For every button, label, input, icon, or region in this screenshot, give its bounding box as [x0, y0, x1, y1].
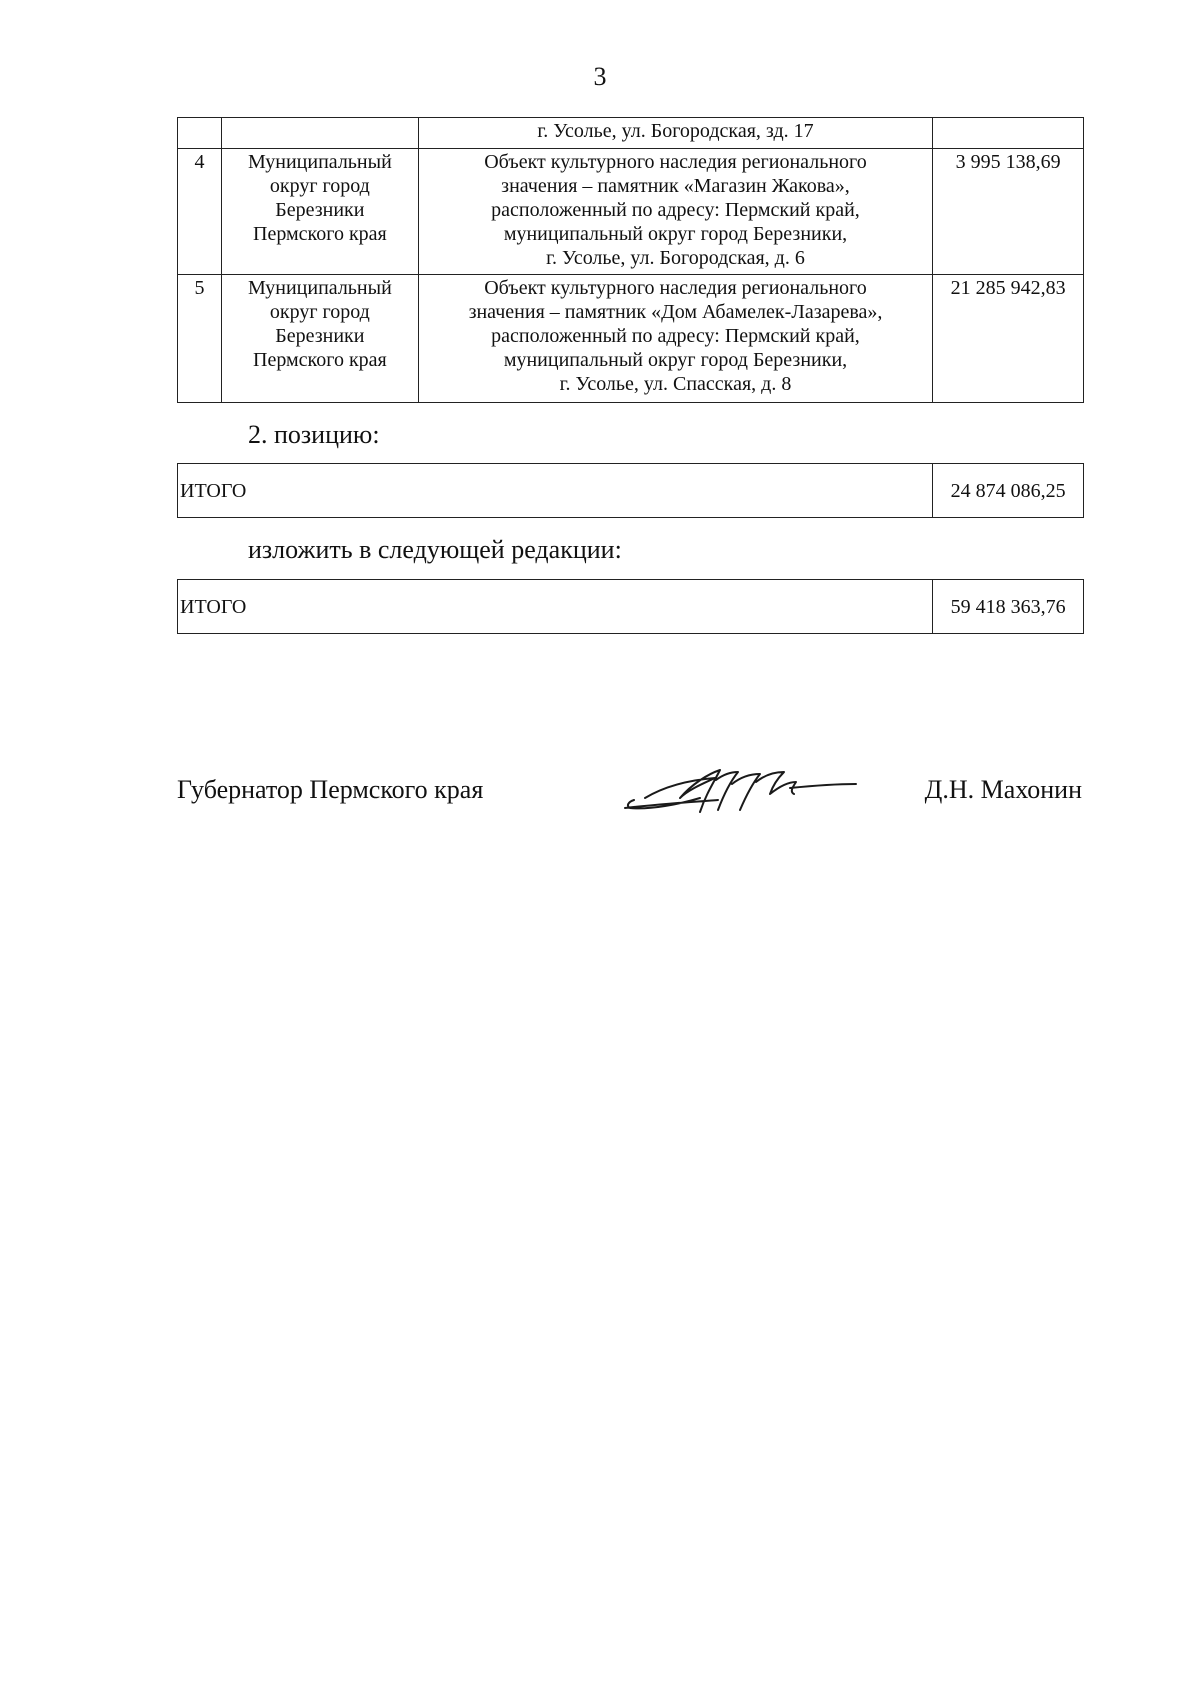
object-line: г. Усолье, ул. Богородская, зд. 17	[537, 120, 814, 142]
object-cell	[418, 149, 932, 275]
object-line: расположенный по адресу: Пермский край,	[491, 325, 860, 347]
amount-cell: 3 995 138,69	[933, 149, 1084, 275]
redaction-paragraph: изложить в следующей редакции:	[248, 535, 622, 564]
row-number: 4	[178, 149, 222, 275]
table-row	[178, 580, 1084, 634]
object-cell	[418, 275, 932, 403]
object-cell	[418, 118, 932, 149]
total-amount: 24 874 086,25	[933, 464, 1084, 518]
row-number	[178, 118, 222, 149]
page-number: 3	[593, 62, 607, 91]
objects-table	[177, 117, 1084, 403]
municipality-line: Березники	[275, 199, 365, 221]
municipality-line: Пермского края	[253, 223, 387, 245]
signatory-title: Губернатор Пермского края	[177, 775, 484, 804]
object-line: муниципальный округ город Березники,	[503, 223, 848, 245]
municipality-cell	[221, 149, 418, 275]
table-row	[178, 118, 1084, 149]
municipality-line: Муниципальный	[247, 277, 392, 299]
total-old-table	[177, 463, 1084, 518]
object-line: Объект культурного наследия регионального	[484, 277, 867, 299]
position-paragraph: 2. позицию:	[248, 420, 380, 449]
total-amount: 59 418 363,76	[933, 580, 1084, 634]
object-line: значения – памятник «Дом Абамелек-Лазарева»,	[468, 301, 883, 323]
signatory-name: Д.Н. Махонин	[924, 775, 1082, 804]
table-row	[178, 464, 1084, 518]
object-line: Объект культурного наследия регионального	[484, 151, 867, 173]
total-new-table	[177, 579, 1084, 634]
municipality-line: Муниципальный	[247, 151, 392, 173]
object-line: муниципальный округ город Березники,	[503, 349, 848, 371]
amount-cell: 21 285 942,83	[933, 275, 1084, 403]
total-label: ИТОГО	[178, 464, 933, 518]
table-row	[178, 275, 1084, 403]
municipality-line: округ город	[269, 175, 370, 197]
handwritten-signature	[620, 760, 860, 820]
object-line: г. Усолье, ул. Богородская, д. 6	[546, 247, 805, 269]
municipality-line: округ город	[269, 301, 370, 323]
object-line: значения – памятник «Магазин Жакова»,	[501, 175, 850, 197]
municipality-line: Пермского края	[253, 349, 387, 371]
municipality-line: Березники	[275, 325, 365, 347]
municipality-cell	[221, 275, 418, 403]
municipality-cell	[221, 118, 418, 149]
object-line: г. Усолье, ул. Спасская, д. 8	[559, 373, 792, 395]
object-line: расположенный по адресу: Пермский край,	[491, 199, 860, 221]
total-label: ИТОГО	[178, 580, 933, 634]
amount-cell	[933, 118, 1084, 149]
row-number: 5	[178, 275, 222, 403]
table-row	[178, 149, 1084, 275]
